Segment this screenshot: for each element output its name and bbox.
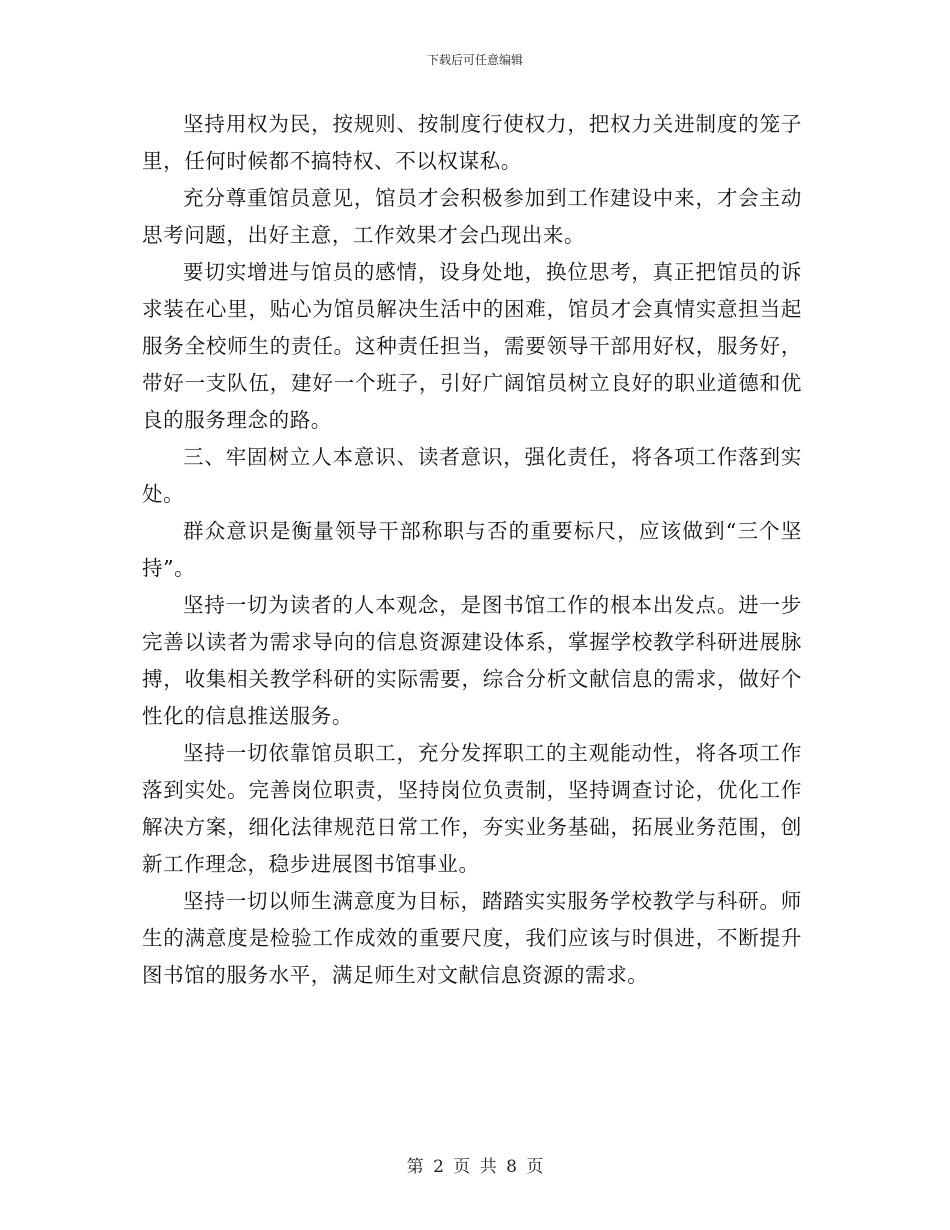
page-header: 下载后可任意编辑 [426,53,523,67]
page-number-footer: 第 2 页 共 8 页 [406,1157,544,1177]
paragraph: 群众意识是衡量领导干部称职与否的重要标尺，应该做到“三个坚持”。 [142,519,802,580]
document-body [142,106,802,994]
paragraph: 坚持一切为读者的人本观念，是图书馆工作的根本出发点。进一步完善以读者为需求导向的信息资源建设体系，掌握学校教学科研进展脉搏，收集相关教学科研的实际需要，综合分析文献信息的需求，做好个性化的信息推送服务。 [142,593,802,728]
section-heading: 三、牢固树立人本意识、读者意识，强化责任，将各项工作落到实处。 [142,445,802,506]
paragraph: 要切实增进与馆员的感情，设身处地，换位思考，真正把馆员的诉求装在心里，贴心为馆员解决生活中的困难，馆员才会真情实意担当起服务全校师生的责任。这种责任担当，需要领导干部用好权，服务好，带好一支队伍，建好一个班子，引好广阔馆员树立良好的职业道德和优良的服务理念的路。 [142,260,802,432]
paragraph: 坚持一切以师生满意度为目标，踏踏实实服务学校教学与科研。师生的满意度是检验工作成效的重要尺度，我们应该与时俱进，不断提升图书馆的服务水平，满足师生对文献信息资源的需求。 [142,889,802,987]
paragraph: 充分尊重馆员意见，馆员才会积极参加到工作建设中来，才会主动思考问题，出好主意，工作效果才会凸现出来。 [142,186,802,247]
paragraph: 坚持一切依靠馆员职工，充分发挥职工的主观能动性，将各项工作落到实处。完善岗位职责，坚持岗位负责制，坚持调查讨论，优化工作解决方案，细化法律规范日常工作，夯实业务基础，拓展业务范围，创新工作理念，稳步进展图书馆事业。 [142,741,802,876]
paragraph: 坚持用权为民，按规则、按制度行使权力，把权力关进制度的笼子里，任何时候都不搞特权、不以权谋私。 [142,112,802,173]
